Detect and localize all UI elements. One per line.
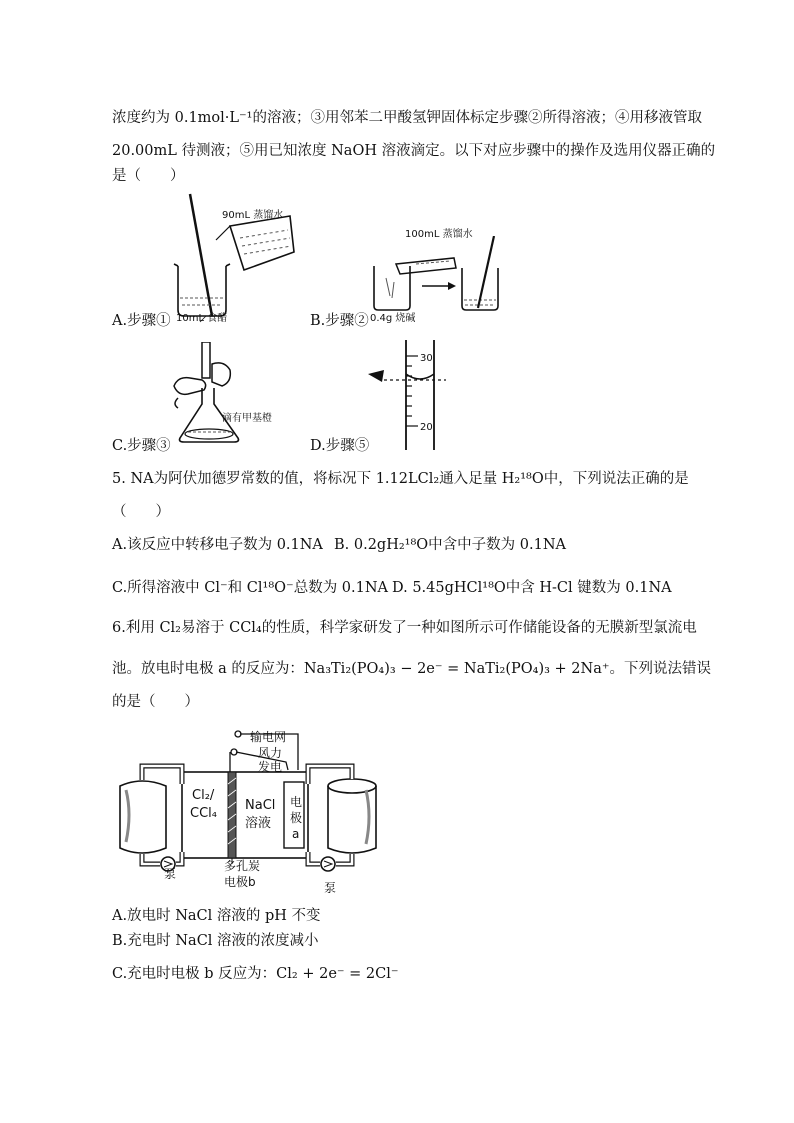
q5-stem-line2: （ ）	[112, 504, 170, 520]
fig-a-label-vinegar: 10mL 食醋	[176, 313, 228, 324]
diagram-label-porous-2: 电极b	[224, 875, 256, 889]
diagram-label-pump-right: 泵	[324, 881, 337, 895]
diagram-label-electrode-a-3: a	[292, 827, 300, 841]
q4-stem-line2: 20.00mL 待测液；⑤用已知浓度 NaOH 溶液滴定。以下对应步骤中的操作及选用仪器正确的	[112, 143, 716, 159]
diagram-label-nacl-1: NaCl	[245, 798, 276, 813]
option-5d[interactable]: D. 5.45gHCl¹⁸O中含 H-Cl 键数为 0.1NA	[392, 580, 672, 596]
q4-stem-line3: 是（ ）	[112, 168, 185, 184]
q5-stem-line1: 5. NA为阿伏加德罗常数的值，将标况下 1.12LCl₂通入足量 H₂¹⁸O中，下列说法正确的是	[112, 471, 689, 487]
option-6c[interactable]: C.充电时电极 b 反应为：Cl₂ + 2e⁻ = 2Cl⁻	[112, 966, 399, 982]
diagram-label-porous-1: 多孔炭	[224, 859, 261, 873]
diagram-label-grid: 输电网	[250, 730, 287, 744]
q4-stem-line1: 浓度约为 0.1mol·L⁻¹的溶液；③用邻苯二甲酸氢钾固体标定步骤②所得溶液；④用移液管取	[112, 110, 702, 126]
option-4a[interactable]: A.步骤①	[112, 313, 171, 329]
fig-c-label: 滴有甲基橙	[222, 413, 272, 424]
fig-d-tick-30: 30	[420, 353, 433, 364]
diagram-label-electrode-a-2: 极	[290, 811, 303, 825]
fig-a-label-water: 90mL 蒸馏水	[222, 210, 284, 221]
fig-b-label-water: 100mL 蒸馏水	[405, 229, 473, 240]
option-5c[interactable]: C.所得溶液中 Cl⁻和 Cl¹⁸O⁻总数为 0.1NA	[112, 580, 389, 596]
diagram-label-electrode-a-1: 电	[290, 795, 303, 809]
figure-step2	[366, 236, 516, 316]
option-4d[interactable]: D.步骤⑤	[310, 438, 370, 454]
option-4b[interactable]: B.步骤②	[310, 313, 369, 329]
q6-stem-line3: 的是（ ）	[112, 694, 199, 710]
diagram-label-nacl-2: 溶液	[245, 816, 272, 831]
diagram-label-left-2: CCl₄	[190, 806, 217, 821]
option-4c[interactable]: C.步骤③	[112, 438, 171, 454]
option-6a[interactable]: A.放电时 NaCl 溶液的 pH 不变	[112, 908, 321, 924]
option-5a[interactable]: A.该反应中转移电子数为 0.1NA	[112, 537, 323, 553]
diagram-label-wind-2: 发电	[258, 760, 283, 774]
diagram-label-left-1: Cl₂/	[192, 788, 215, 803]
diagram-label-wind-1: 风力	[258, 746, 283, 760]
figure-step5	[364, 338, 464, 452]
q6-stem-line2: 池。放电时电极 a 的反应为：Na₃Ti₂(PO₄)₃ − 2e⁻ = NaTi₂(PO₄)₃ + 2Na⁺。下列说法错误	[112, 661, 712, 677]
q6-stem-line1: 6.利用 Cl₂易溶于 CCl₄的性质，科学家研发了一种如图所示可作储能设备的无膜新型氯流电	[112, 620, 697, 636]
option-6b[interactable]: B.充电时 NaCl 溶液的浓度减小	[112, 933, 319, 949]
option-5b[interactable]: B. 0.2gH₂¹⁸O中含中子数为 0.1NA	[334, 537, 567, 553]
figure-step3	[168, 342, 268, 446]
diagram-label-pump-left: 泵	[164, 867, 177, 881]
fig-d-tick-20: 20	[420, 422, 433, 433]
fig-b-label-naoh: 0.4g 烧碱	[370, 313, 416, 324]
